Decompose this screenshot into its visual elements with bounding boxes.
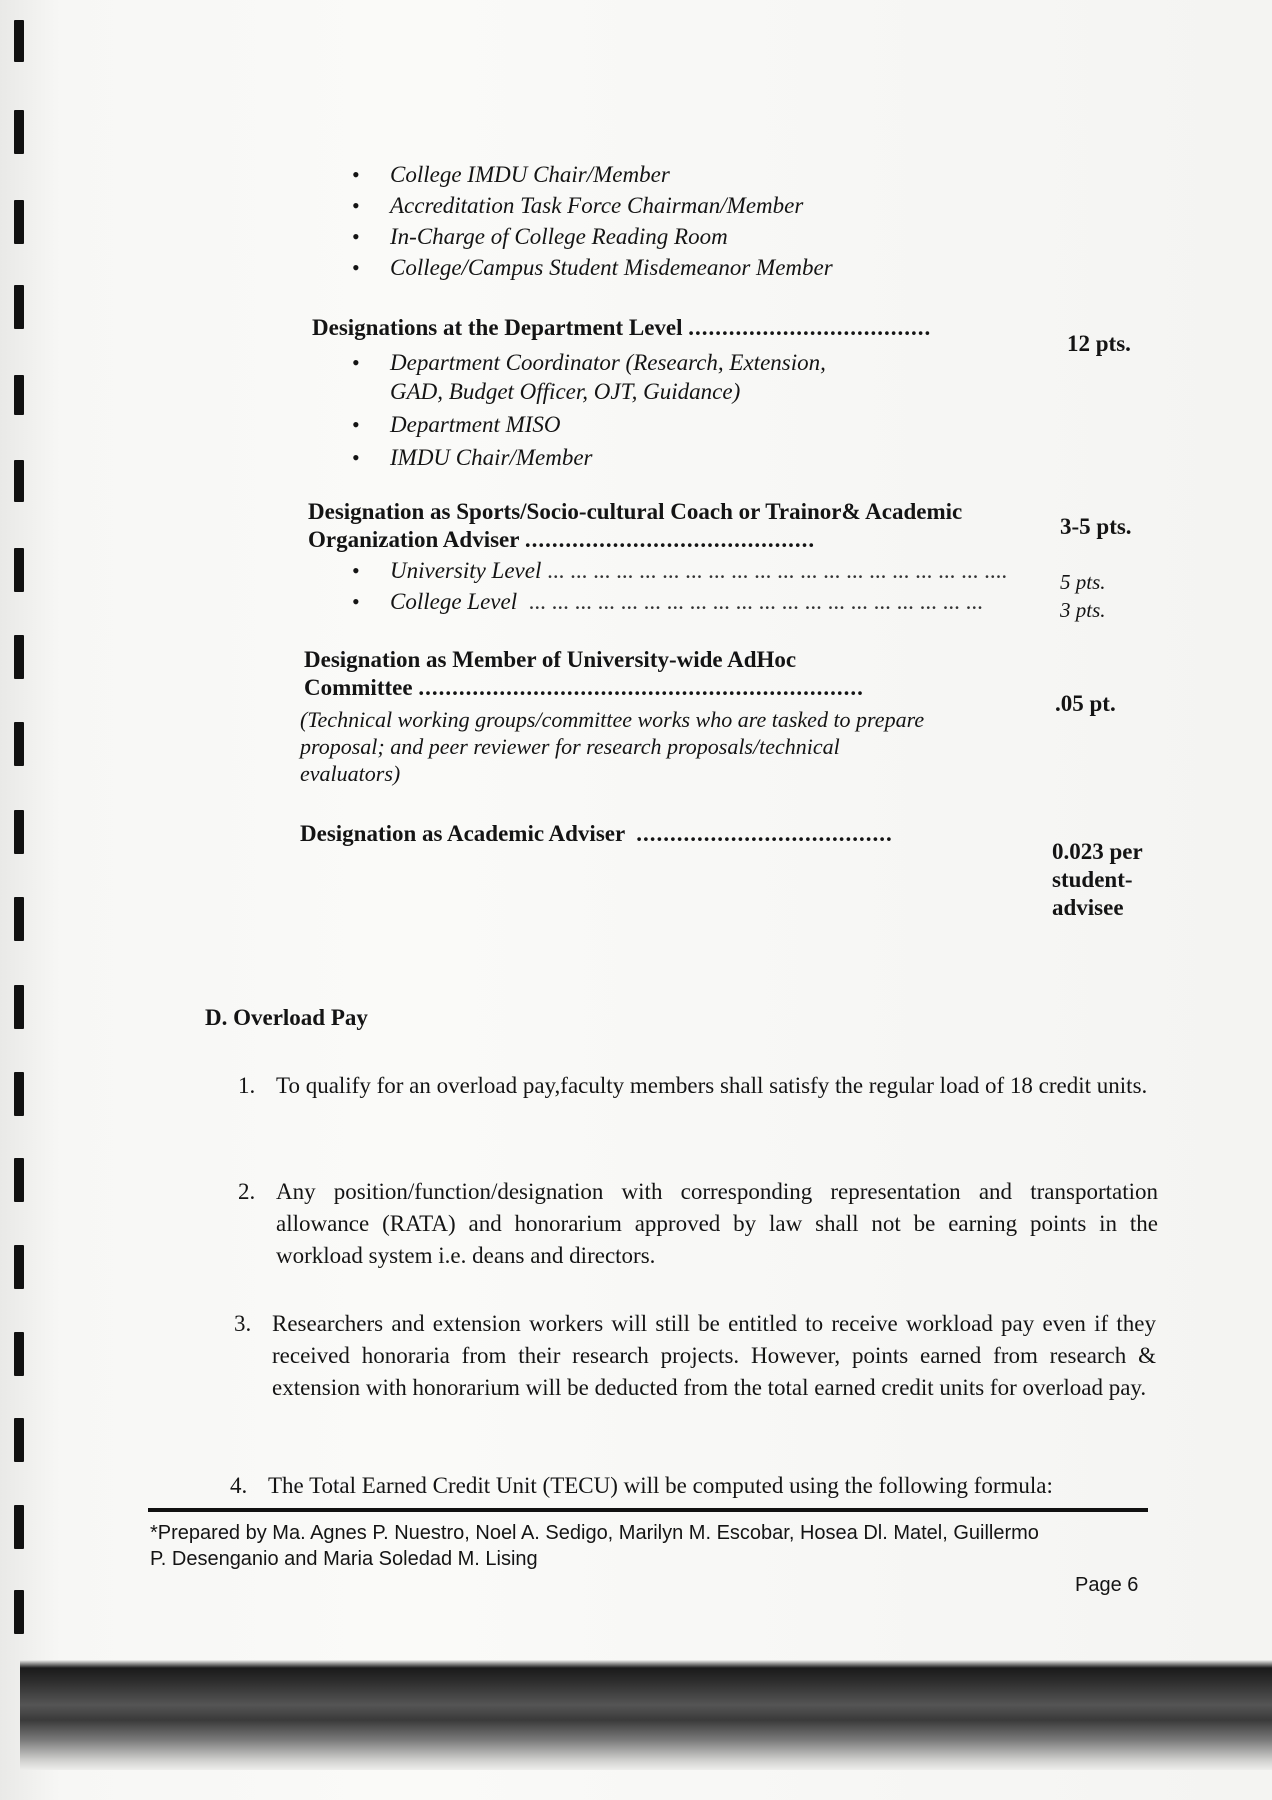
- scan-edge-shadow: [20, 1660, 1272, 1770]
- list-item: • College Level ... ... ... ... ... ... ... ... ... ... ... ... ... ... ... ... ... ... ... ...: [352, 587, 1007, 616]
- item-number: 4.: [230, 1473, 248, 1498]
- list-item: • University Level ... ... ... ... ... ... ... ... ... ... ... ... ... ... ... ... ... ... ... ....: [352, 556, 1007, 585]
- list-item: • Accreditation Task Force Chairman/Member: [352, 191, 833, 220]
- item-number: 1.: [238, 1073, 256, 1098]
- footer-credits-line1: *Prepared by Ma. Agnes P. Nuestro, Noel A. Sedigo, Marilyn M. Escobar, Hosea Dl. Matel, Guillermo: [150, 1522, 1039, 1544]
- binding-hole: [14, 722, 24, 766]
- binding-hole: [14, 1418, 24, 1462]
- binding-hole: [14, 460, 24, 502]
- adhoc-heading-line1: Designation as Member of University-wide AdHoc: [304, 647, 797, 672]
- list-item: • IMDU Chair/Member: [352, 443, 826, 472]
- binding-hole: [14, 1158, 24, 1202]
- item-number: 3.: [234, 1311, 252, 1336]
- binding-hole: [14, 1590, 24, 1634]
- item-text: The Total Earned Credit Unit (TECU) will be computed using the following formula:: [268, 1473, 1053, 1498]
- list-item: • In-Charge of College Reading Room: [352, 222, 833, 251]
- adviser-heading: Designation as Academic Adviser ......................................: [300, 821, 893, 846]
- binding-hole: [14, 1332, 24, 1376]
- section-title: D. Overload Pay: [205, 1005, 368, 1030]
- adhoc-note-line2: proposal; and peer reviewer for research proposals/technical: [300, 734, 840, 759]
- list-item: [230, 1470, 1160, 1504]
- list-item-text: College Level: [390, 589, 518, 614]
- list-item: [238, 1070, 1160, 1140]
- adhoc-points: .05 pt.: [1055, 691, 1116, 716]
- list-item: [238, 1176, 1160, 1276]
- binding-hole: [14, 985, 24, 1029]
- binding-hole: [14, 20, 24, 62]
- binding-hole: [14, 285, 24, 329]
- page-number: Page 6: [1075, 1574, 1139, 1596]
- college-designation-list: [352, 160, 833, 282]
- item-text: To qualify for an overload pay,faculty members shall satisfy the regular load of 18 credit units.: [276, 1073, 1148, 1098]
- list-item: • Department MISO: [352, 410, 826, 439]
- coach-heading-line1: Designation as Sports/Socio-cultural Coach or Trainor& Academic: [308, 499, 963, 524]
- list-item: [352, 348, 826, 406]
- binding-hole: [14, 200, 24, 244]
- item-text: Researchers and extension workers will still be entitled to receive workload pay even if they received honoraria from their research projects. However, points earned from research & extension with honorarium will be deducted from the total earned credit units for overload pay.: [272, 1311, 1156, 1400]
- adhoc-note-line1: (Technical working groups/committee works who are tasked to prepare: [300, 707, 925, 732]
- list-item: • College IMDU Chair/Member: [352, 160, 833, 189]
- coach-level-list: [352, 556, 1007, 616]
- department-heading: Designations at the Department Level ....................................: [312, 315, 932, 340]
- footer-credits: [150, 1520, 1039, 1572]
- college-level-points: 3 pts.: [1060, 598, 1106, 622]
- adviser-points-line2: student-: [1052, 867, 1133, 892]
- coach-heading: Designation as Sports/Socio-cultural Coach or Trainor& Academic Organization Adviser ...........................................: [308, 499, 963, 552]
- footer-credits-line2: P. Desenganio and Maria Soledad M. Lising: [150, 1548, 538, 1570]
- binding-hole: [14, 375, 24, 415]
- list-item-text: GAD, Budget Officer, OJT, Guidance): [390, 379, 741, 404]
- binding-hole: [14, 1072, 24, 1116]
- adhoc-heading: Designation as Member of University-wide AdHoc Committee ..................................................................: [304, 647, 864, 700]
- item-text: Any position/function/designation with corresponding representation and transportation allowance (RATA) and honorarium approved by law shall not be earning points in the workload system i.e. deans and directors.: [276, 1179, 1158, 1268]
- department-designation-list: [352, 348, 826, 472]
- university-level-points: 5 pts.: [1060, 570, 1106, 594]
- list-item: • College/Campus Student Misdemeanor Member: [352, 253, 833, 282]
- binding-hole: [14, 548, 24, 592]
- adhoc-heading-line2: Committee: [304, 675, 413, 700]
- item-number: 2.: [238, 1179, 256, 1204]
- adviser-points-line1: 0.023 per: [1052, 839, 1143, 864]
- list-item-text: Department Coordinator (Research, Extension,: [390, 350, 826, 375]
- binding-hole: [14, 897, 24, 941]
- adhoc-note: [300, 706, 924, 787]
- adviser-points: [1052, 838, 1143, 922]
- list-item: [234, 1308, 1160, 1438]
- list-item-text: University Level: [390, 558, 542, 583]
- department-points: 12 pts.: [1067, 331, 1131, 356]
- binding-hole: [14, 635, 24, 679]
- binding-hole: [14, 110, 24, 154]
- coach-heading-line2: Organization Adviser: [308, 527, 520, 552]
- footer-divider: [148, 1508, 1148, 1512]
- adhoc-note-line3: evaluators): [300, 761, 401, 786]
- binding-hole: [14, 810, 24, 854]
- adviser-points-line3: advisee: [1052, 895, 1124, 920]
- binding-hole: [14, 1245, 24, 1289]
- binding-hole: [14, 1505, 24, 1549]
- coach-points: 3-5 pts.: [1060, 514, 1132, 539]
